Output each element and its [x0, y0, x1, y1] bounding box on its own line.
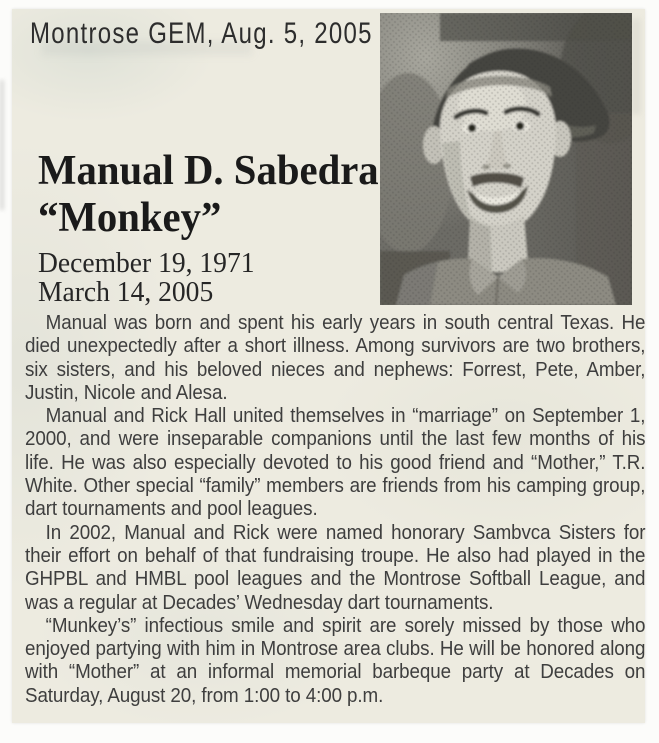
newspaper-page	[12, 9, 645, 723]
obituary-body	[25, 312, 645, 708]
publication-dateline: Montrose GEM, Aug. 5, 2005	[30, 17, 373, 50]
obituary-photo	[380, 13, 632, 305]
body-paragraph: Manual was born and spent his early years in south central Texas. He died unexpectedly after a short illness. Among survivors are two brothers, six sisters, and his beloved nieces and nephews: Forrest, Pete, Amber, Justin, Nicole and Alesa.	[25, 312, 646, 404]
body-paragraph: Manual and Rick Hall united themselves in “marriage” on September 1, 2000, and were inseparable companions until the last few months of his life. He was also especially devoted to his good friend and “Mother,” T.R. White. Other special “family” members are friends from his camping group, dart tournaments and pool leagues.	[25, 405, 646, 521]
body-paragraph: “Munkey’s” infectious smile and spirit are sorely missed by those who enjoyed partying with him in Montrose area clubs. He will be honored along with “Mother” at an informal memorial barbeque party at Decades on Saturday, August 20, from 1:00 to 4:00 p.m.	[25, 614, 646, 707]
scan-streak	[632, 19, 640, 114]
death-date: March 14, 2005	[38, 276, 214, 308]
obituary-name: Manual D. Sabedra	[38, 148, 379, 194]
scan-edge-smudge	[0, 80, 4, 210]
birth-date: December 19, 1971	[38, 247, 255, 279]
body-paragraph: In 2002, Manual and Rick were named honorary Sambvca Sisters for their effort on behalf of that fundraising troupe. He also had played in the GHPBL and HMBL pool leagues and the Montrose Softball League, and was a regular at Decades’ Wednesday dart tournaments.	[25, 521, 646, 614]
obituary-nickname: “Monkey”	[38, 195, 222, 241]
portrait-photo-graphic	[380, 13, 632, 305]
